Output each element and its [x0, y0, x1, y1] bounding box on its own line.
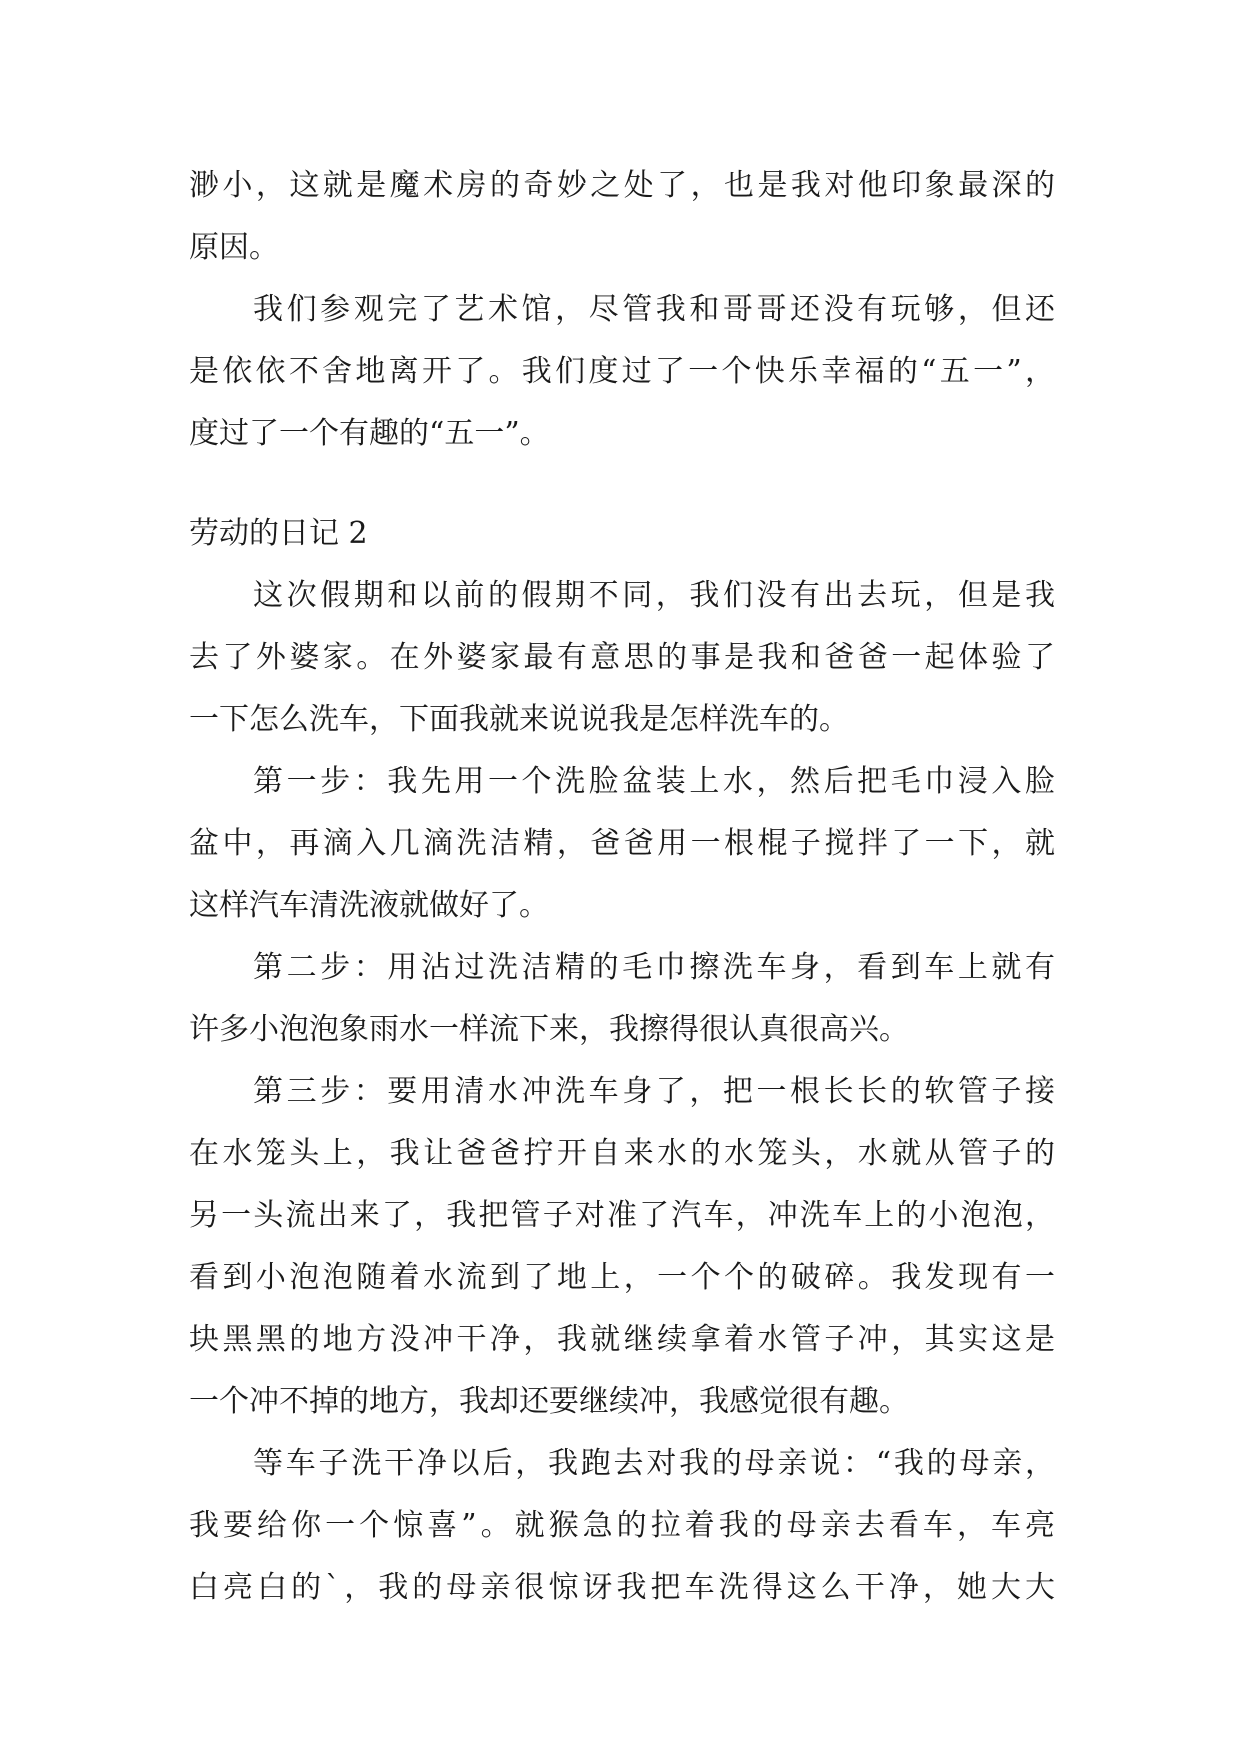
paragraph: [189, 1061, 1055, 1433]
text-line: 度过了一个有趣的“五一”。: [189, 416, 550, 451]
text-line: 去了外婆家。在外婆家最有意思的事是我和爸爸一起体验了: [189, 640, 1055, 675]
text-line: 看到小泡泡随着水流到了地上，一个个的破碎。我发现有一: [189, 1260, 1055, 1295]
text-line: 原因。: [189, 230, 279, 265]
text-line: 块黑黑的地方没冲干净，我就继续拿着水管子冲，其实这是: [189, 1322, 1055, 1357]
paragraph: [189, 751, 1055, 937]
text-line: 一个冲不掉的地方，我却还要继续冲，我感觉很有趣。: [189, 1384, 909, 1419]
paragraph: [189, 279, 1055, 465]
text-line: 第二步：用沾过洗洁精的毛巾擦洗车身，看到车上就有: [253, 950, 1055, 985]
text-line: 是依依不舍地离开了。我们度过了一个快乐幸福的“五一”，: [189, 354, 1055, 389]
text-line: 等车子洗干净以后，我跑去对我的母亲说：“我的母亲，: [253, 1446, 1055, 1481]
text-line: 另一头流出来了，我把管子对准了汽车，冲洗车上的小泡泡，: [189, 1198, 1055, 1233]
text-line: 许多小泡泡象雨水一样流下来，我擦得很认真很高兴。: [189, 1012, 909, 1047]
text-line: 这次假期和以前的假期不同，我们没有出去玩，但是我: [253, 578, 1055, 613]
paragraph: [189, 155, 1055, 279]
text-line: 我们参观完了艺术馆，尽管我和哥哥还没有玩够，但还: [253, 292, 1055, 327]
text-line: 第一步：我先用一个洗脸盆装上水，然后把毛巾浸入脸: [253, 764, 1055, 799]
text-line: 我要给你一个惊喜”。就猴急的拉着我的母亲去看车，车亮: [189, 1508, 1055, 1543]
paragraph: [189, 1433, 1055, 1619]
text-line: 在水笼头上，我让爸爸拧开自来水的水笼头，水就从管子的: [189, 1136, 1055, 1171]
text-line: 第三步：要用清水冲洗车身了，把一根长长的软管子接: [253, 1074, 1055, 1109]
paragraph: [189, 565, 1055, 751]
paragraph: [189, 937, 1055, 1061]
text-line: 渺小，这就是魔术房的奇妙之处了，也是我对他印象最深的: [189, 168, 1055, 203]
text-line: 白亮白的`，我的母亲很惊讶我把车洗得这么干净，她大大: [189, 1570, 1055, 1605]
section-gap: [189, 465, 1055, 503]
text-line: 这样汽车清洗液就做好了。: [189, 888, 549, 923]
text-line: 一下怎么洗车，下面我就来说说我是怎样洗车的。: [189, 702, 849, 737]
section-title: 劳动的日记 2: [189, 516, 368, 551]
text-line: 盆中，再滴入几滴洗洁精，爸爸用一根棍子搅拌了一下，就: [189, 826, 1055, 861]
document-body: [189, 155, 1055, 1619]
